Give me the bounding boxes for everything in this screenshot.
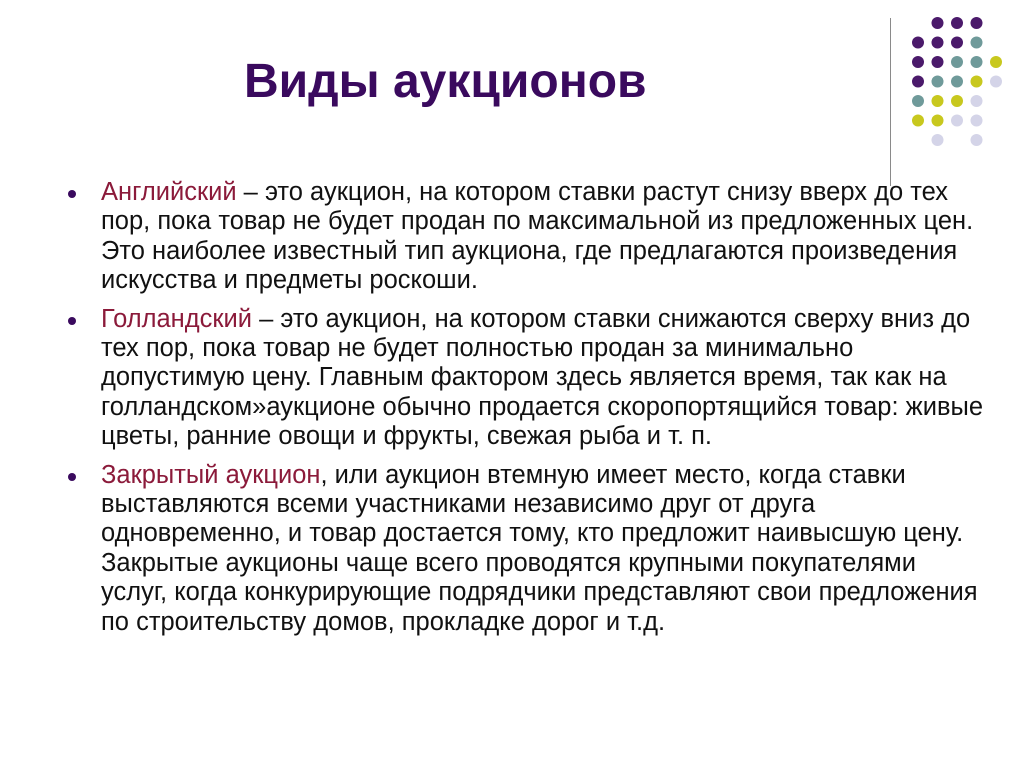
bullet-list: [68, 178, 988, 646]
decor-dot: [971, 76, 983, 88]
decor-dot: [912, 76, 924, 88]
definition-dutch: – это аукцион, на котором ставки снижаются сверху вниз до тех пор, пока товар не будет полностью продан за минимально допустимую цену. Главным фактором здесь является время, так как на голландском»аукционе обычно продается скоропортящийся товар: живые цветы, ранние овощи и фрукты, свежая рыба и т. п.: [101, 304, 984, 451]
decor-dot: [912, 56, 924, 68]
decor-dot: [971, 56, 983, 68]
definition-english: – это аукцион, на котором ставки растут снизу вверх до тех пор, пока товар не будет продан по максимальной из предложенных цен. Это наиболее известный тип аукциона, где предлагаются произведения искусства и предметы роскоши.: [101, 178, 974, 295]
bullet-item-english: [68, 178, 988, 296]
bullet-item-dutch: [68, 305, 988, 452]
decor-dot: [971, 37, 983, 49]
decor-dot: [971, 134, 983, 146]
term-dutch: Голландский: [101, 304, 253, 333]
decor-dot: [932, 95, 944, 107]
decor-dot: [951, 17, 963, 29]
decor-dot: [990, 76, 1002, 88]
slide-title: Виды аукционов: [244, 55, 647, 108]
bullet-marker-icon: [68, 317, 76, 325]
decor-dot: [912, 115, 924, 127]
decor-dot: [932, 115, 944, 127]
decor-dot: [912, 37, 924, 49]
decor-dot: [971, 115, 983, 127]
decor-dot: [951, 76, 963, 88]
term-english: Английский: [101, 178, 237, 206]
bullet-marker-icon: [68, 190, 76, 198]
term-sealed: Закрытый аукцион: [101, 460, 321, 489]
decor-dot: [951, 56, 963, 68]
definition-sealed: , или аукцион втемную имеет место, когда ставки выставляются всеми участниками независимо друг от друга одновременно, и товар достается тому, кто предложит наивысшую цену. Закрытые аукционы чаще всего проводятся крупными покупателями услуг, когда конкурирующие подрядчики представляют свои предложения по строительству домов, прокладке дорог и т.д.: [101, 460, 978, 636]
decor-dot: [932, 37, 944, 49]
decor-dot: [971, 17, 983, 29]
decor-dot: [912, 95, 924, 107]
decor-dot: [932, 56, 944, 68]
decor-dot: [951, 115, 963, 127]
decor-dot: [932, 17, 944, 29]
decor-dot: [932, 134, 944, 146]
decor-dot: [951, 37, 963, 49]
bullet-marker-icon: [68, 473, 76, 481]
decor-dot: [990, 56, 1002, 68]
decor-dot: [932, 76, 944, 88]
decor-dot: [971, 95, 983, 107]
decor-dot: [951, 95, 963, 107]
vertical-divider: [890, 18, 891, 186]
bullet-item-sealed: [68, 461, 988, 637]
